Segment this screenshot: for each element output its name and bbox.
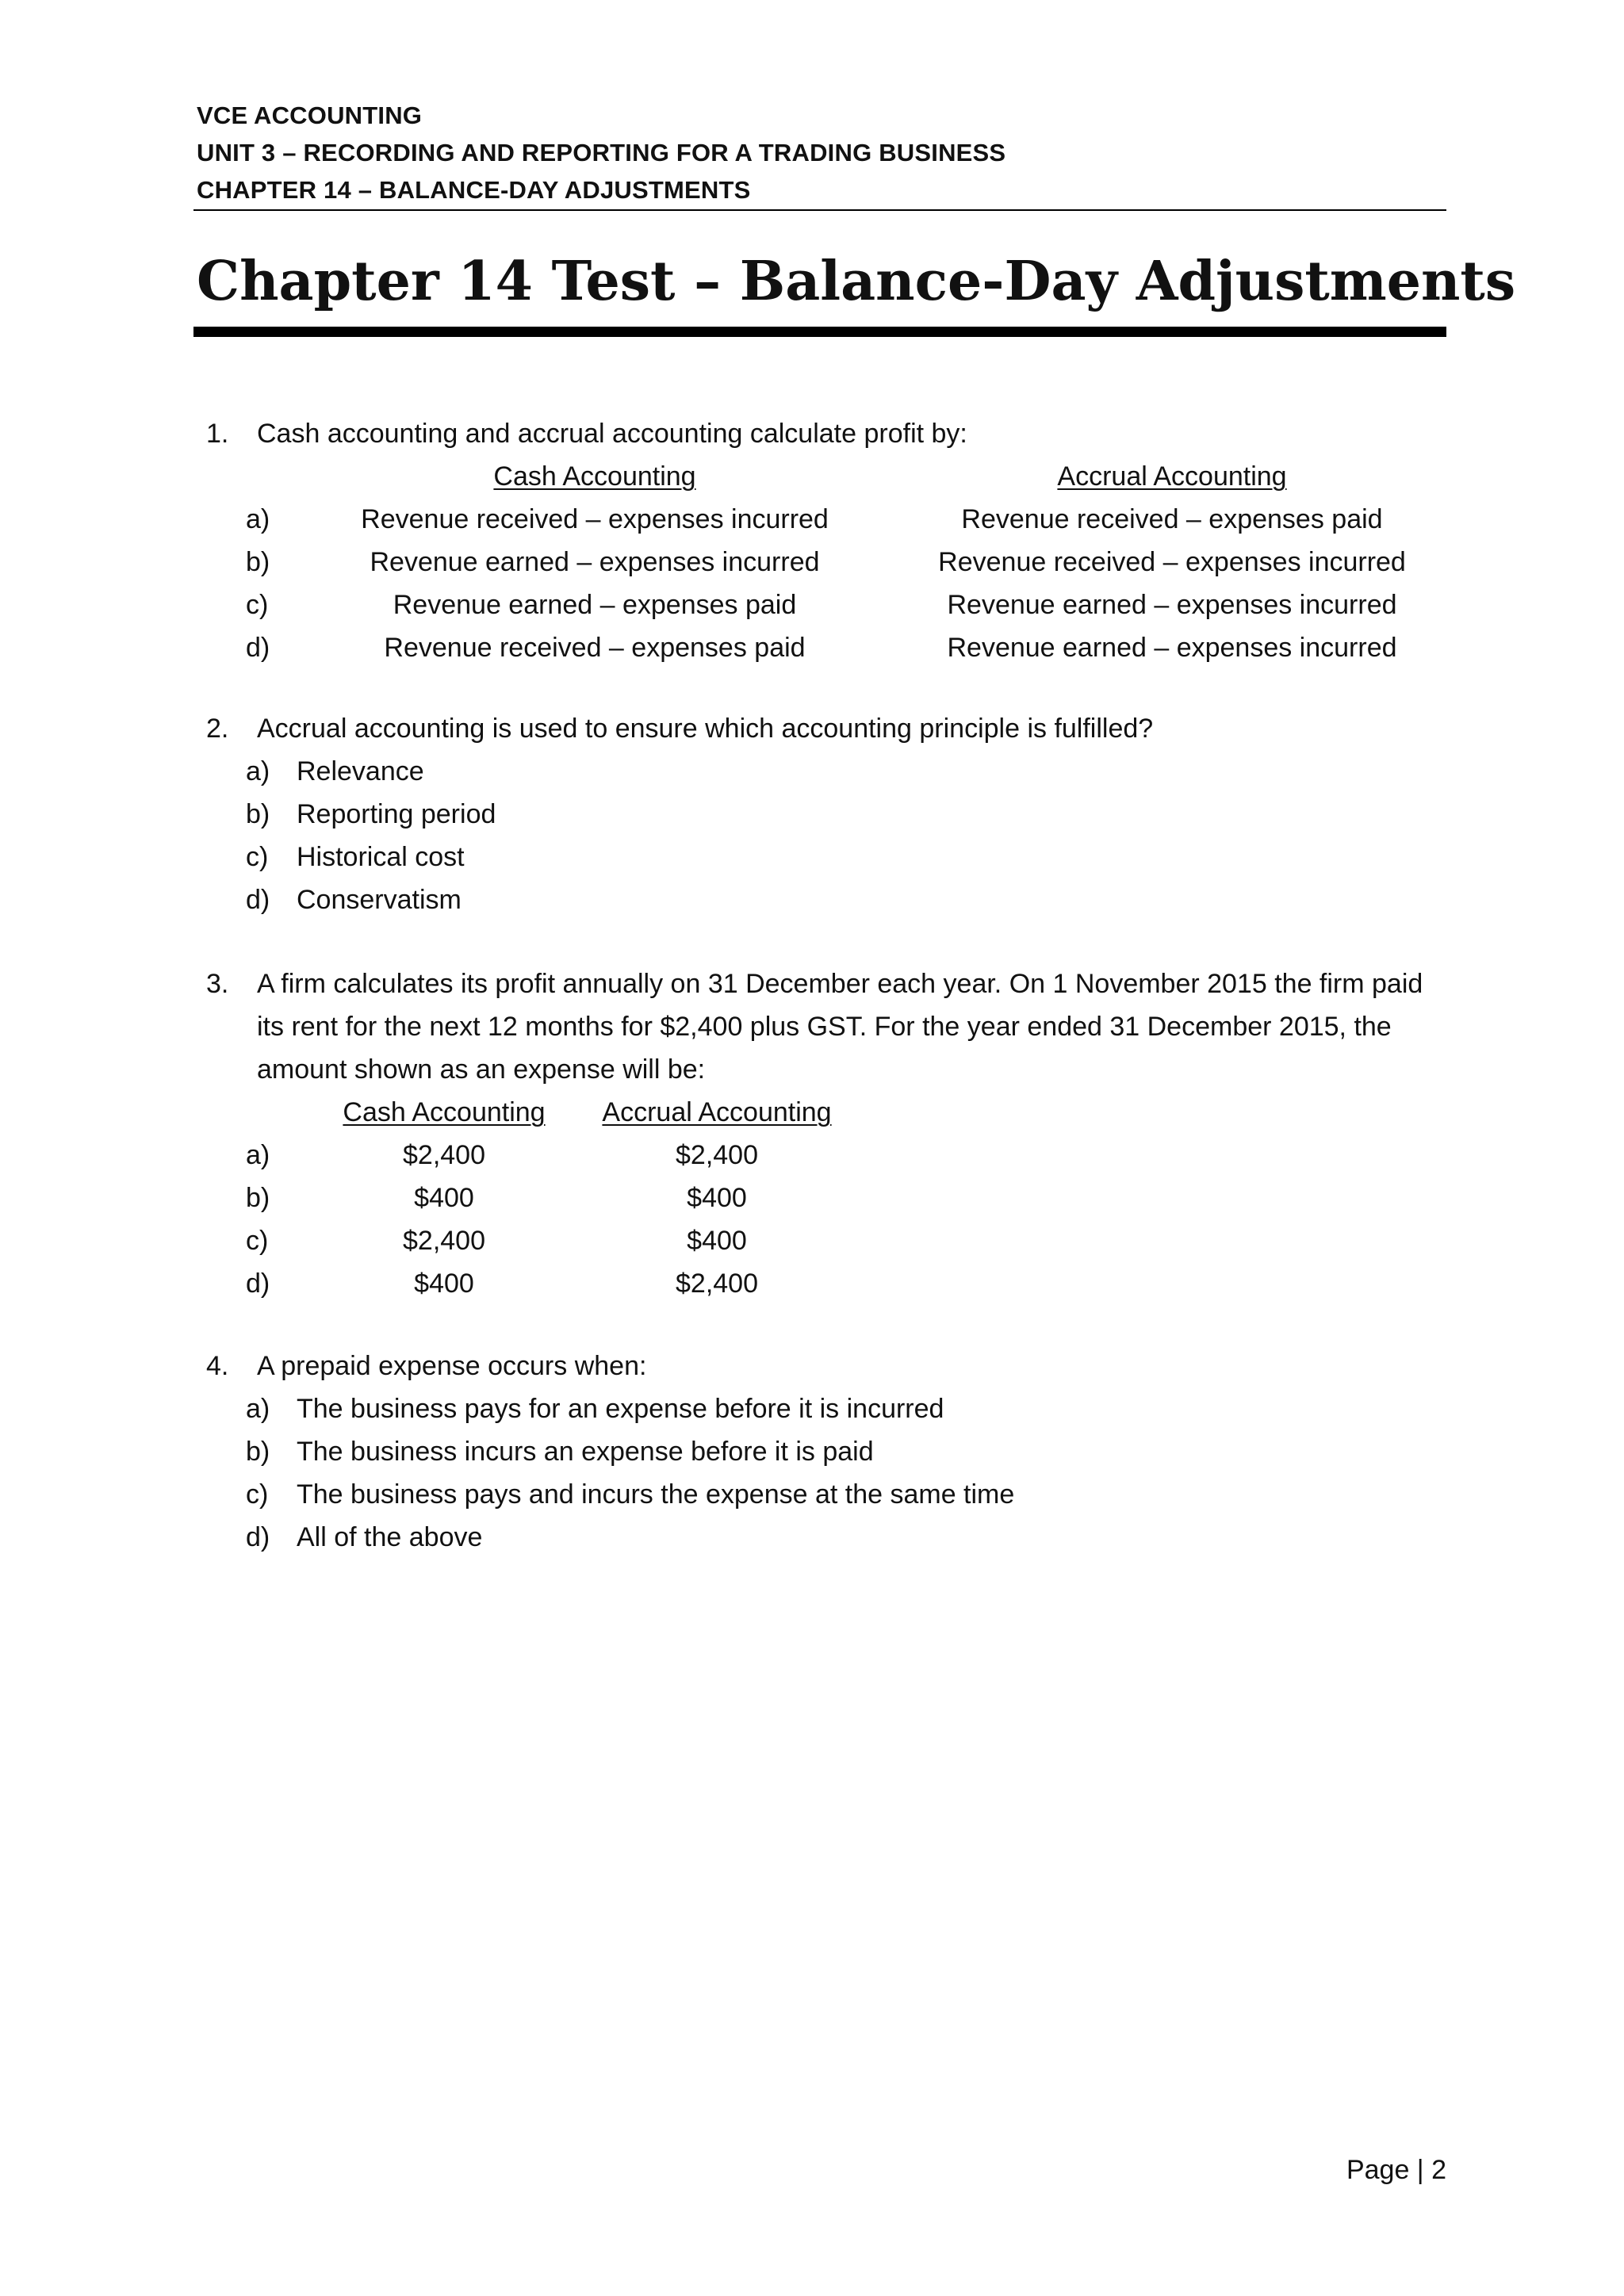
option-accrual: Revenue earned – expenses incurred [947, 633, 1397, 663]
option-c [197, 584, 1446, 626]
option-letter: b) [246, 799, 270, 829]
option-letter: a) [246, 1394, 270, 1424]
question-2 [197, 707, 1446, 921]
option-text: The business pays for an expense before it is incurred [297, 1394, 944, 1424]
option-letter: d) [246, 1269, 270, 1299]
option-c [197, 836, 1446, 878]
option-letter: b) [246, 1183, 270, 1213]
question-3 [197, 962, 1446, 1305]
option-d [197, 1262, 1446, 1305]
running-header [197, 97, 1446, 209]
option-accrual: Revenue received – expenses paid [961, 504, 1383, 534]
column-heading-accrual: Accrual Accounting [602, 1097, 832, 1127]
option-letter: b) [246, 1437, 270, 1467]
question-number: 2. [206, 714, 229, 744]
option-cash: $2,400 [403, 1140, 485, 1170]
option-c [197, 1219, 1446, 1262]
option-cash: $400 [414, 1269, 474, 1299]
option-b [197, 1430, 1446, 1473]
option-cash: Revenue earned – expenses incurred [370, 547, 820, 577]
column-heading-accrual: Accrual Accounting [1057, 461, 1287, 492]
option-a [197, 1134, 1446, 1177]
option-d [197, 1516, 1446, 1559]
option-accrual: Revenue received – expenses incurred [938, 547, 1406, 577]
option-cash: Revenue received – expenses paid [384, 633, 806, 663]
option-letter: c) [246, 1479, 269, 1510]
option-letter: c) [246, 590, 269, 620]
question-4 [197, 1345, 1446, 1559]
option-accrual: Revenue earned – expenses incurred [947, 590, 1397, 620]
option-letter: b) [246, 547, 270, 577]
title-divider [193, 327, 1446, 337]
option-d [197, 626, 1446, 669]
option-cash: $2,400 [403, 1226, 485, 1256]
option-d [197, 878, 1446, 921]
header-unit: UNIT 3 – RECORDING AND REPORTING FOR A TRADING BUSINESS [197, 139, 1006, 166]
header-course: VCE ACCOUNTING [197, 101, 423, 129]
option-text: Conservatism [297, 885, 462, 915]
question-text: Cash accounting and accrual accounting calculate profit by: [257, 419, 967, 449]
option-text: The business incurs an expense before it is paid [297, 1437, 874, 1467]
option-accrual: $2,400 [676, 1140, 758, 1170]
option-letter: a) [246, 756, 270, 786]
header-divider [193, 209, 1446, 211]
option-letter: c) [246, 1226, 269, 1256]
question-number: 3. [206, 969, 229, 999]
column-heading-cash: Cash Accounting [343, 1097, 546, 1127]
question-text: Accrual accounting is used to ensure which accounting principle is fulfilled? [257, 714, 1154, 744]
header-chapter: CHAPTER 14 – BALANCE-DAY ADJUSTMENTS [197, 176, 751, 204]
option-text: Reporting period [297, 799, 496, 829]
option-cash: Revenue received – expenses incurred [361, 504, 829, 534]
option-letter: d) [246, 885, 270, 915]
option-accrual: $2,400 [676, 1269, 758, 1299]
option-c [197, 1473, 1446, 1516]
question-number: 4. [206, 1351, 229, 1381]
option-accrual: $400 [687, 1183, 747, 1213]
question-number: 1. [206, 419, 229, 449]
option-text: Relevance [297, 756, 424, 786]
option-b [197, 793, 1446, 836]
question-text: A prepaid expense occurs when: [257, 1351, 647, 1381]
option-cash: Revenue earned – expenses paid [393, 590, 797, 620]
option-b [197, 541, 1446, 584]
option-letter: d) [246, 1522, 270, 1552]
option-text: Historical cost [297, 842, 465, 872]
option-text: The business pays and incurs the expense at the same time [297, 1479, 1015, 1510]
option-a [197, 498, 1446, 541]
option-letter: a) [246, 504, 270, 534]
question-text: A firm calculates its profit annually on 31 December each year. On 1 November 2015 the firm paid its rent for the next 12 months for $2,400 plus GST. For the year ended 31 December 2015, the amount shown as an expense will be: [257, 969, 1423, 1085]
column-heading-cash: Cash Accounting [493, 461, 696, 492]
option-b [197, 1177, 1446, 1219]
option-letter: c) [246, 842, 269, 872]
page-number: Page | 2 [1346, 2155, 1446, 2185]
option-a [197, 1387, 1446, 1430]
option-cash: $400 [414, 1183, 474, 1213]
option-a [197, 750, 1446, 793]
option-accrual: $400 [687, 1226, 747, 1256]
question-1 [197, 412, 1446, 669]
option-text: All of the above [297, 1522, 483, 1552]
option-letter: d) [246, 633, 270, 663]
page-title: Chapter 14 Test – Balance-Day Adjustments [197, 250, 1516, 313]
option-letter: a) [246, 1140, 270, 1170]
